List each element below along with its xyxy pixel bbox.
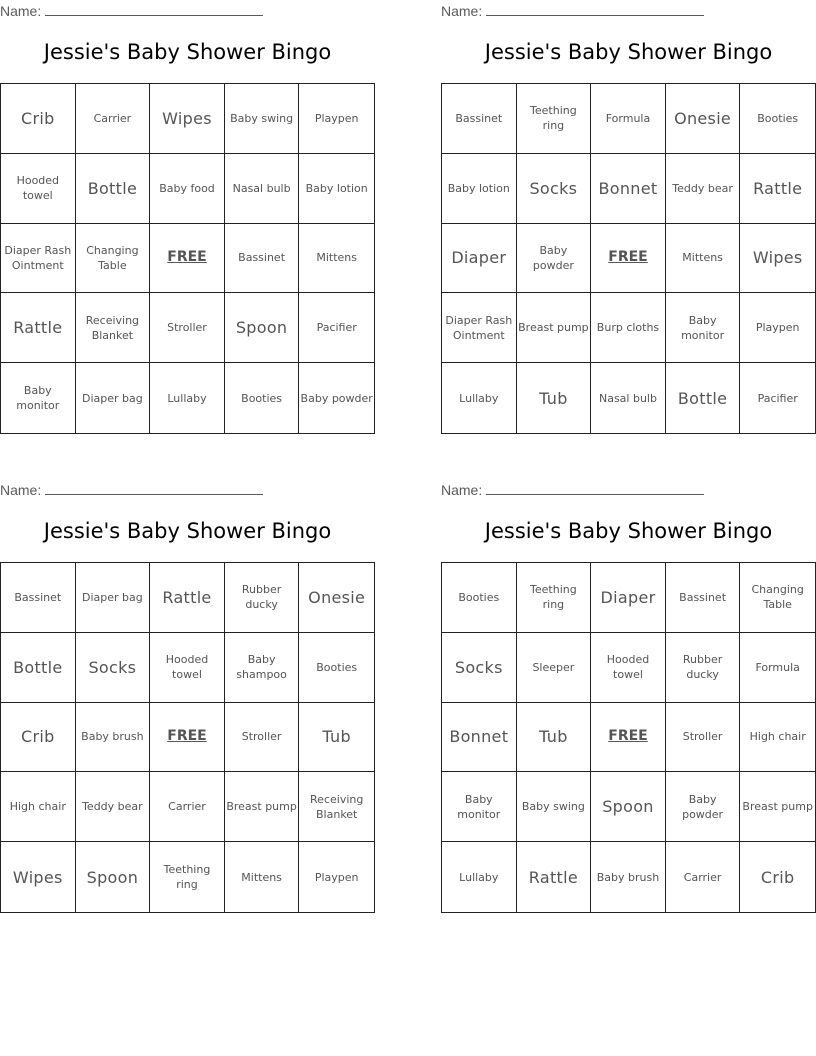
- bingo-cell[interactable]: Rubber ducky: [666, 633, 741, 703]
- bingo-cell[interactable]: Bonnet: [442, 703, 517, 773]
- bingo-cell[interactable]: Diaper bag: [76, 563, 151, 633]
- bingo-cell[interactable]: Spoon: [225, 293, 300, 363]
- bingo-grid: [441, 562, 816, 913]
- bingo-cell[interactable]: Spoon: [76, 842, 151, 912]
- bingo-cell[interactable]: Lullaby: [150, 363, 225, 433]
- bingo-cell[interactable]: Onesie: [666, 84, 741, 154]
- name-field[interactable]: [0, 3, 280, 19]
- bingo-cell[interactable]: Tub: [517, 363, 592, 433]
- bingo-cell[interactable]: Carrier: [76, 84, 151, 154]
- name-field[interactable]: [441, 482, 721, 498]
- bingo-cell[interactable]: Hooded towel: [1, 154, 76, 224]
- bingo-cell[interactable]: Sleeper: [517, 633, 592, 703]
- bingo-cell[interactable]: Changing Table: [76, 224, 151, 294]
- name-field[interactable]: [0, 482, 280, 498]
- name-underline[interactable]: [45, 3, 263, 16]
- bingo-cell[interactable]: Diaper bag: [76, 363, 151, 433]
- bingo-cell[interactable]: Breast pump: [517, 293, 592, 363]
- bingo-cell[interactable]: Stroller: [666, 703, 741, 773]
- bingo-cell[interactable]: Baby swing: [225, 84, 300, 154]
- free-space[interactable]: FREE: [591, 224, 666, 294]
- bingo-cell[interactable]: Bassinet: [666, 563, 741, 633]
- bingo-cell[interactable]: Teething ring: [517, 563, 592, 633]
- bingo-cell[interactable]: Baby lotion: [442, 154, 517, 224]
- bingo-cell[interactable]: Baby monitor: [666, 293, 741, 363]
- free-space[interactable]: FREE: [591, 703, 666, 773]
- bingo-cell[interactable]: Bottle: [76, 154, 151, 224]
- bingo-cell[interactable]: Playpen: [299, 84, 374, 154]
- bingo-cell[interactable]: Lullaby: [442, 842, 517, 912]
- free-space[interactable]: FREE: [150, 703, 225, 773]
- bingo-cell[interactable]: Diaper Rash Ointment: [442, 293, 517, 363]
- bingo-cell[interactable]: Carrier: [150, 772, 225, 842]
- bingo-cell[interactable]: Burp cloths: [591, 293, 666, 363]
- bingo-cell[interactable]: Teething ring: [517, 84, 592, 154]
- bingo-cell[interactable]: Tub: [299, 703, 374, 773]
- bingo-cell[interactable]: Socks: [442, 633, 517, 703]
- bingo-cell[interactable]: Booties: [442, 563, 517, 633]
- bingo-cell[interactable]: Stroller: [225, 703, 300, 773]
- bingo-cell[interactable]: Booties: [225, 363, 300, 433]
- bingo-cell[interactable]: Nasal bulb: [591, 363, 666, 433]
- free-space[interactable]: FREE: [150, 224, 225, 294]
- bingo-cell[interactable]: Tub: [517, 703, 592, 773]
- bingo-cell[interactable]: Playpen: [314, 870, 359, 884]
- bingo-cell[interactable]: Baby shampoo: [225, 633, 300, 703]
- bingo-cell[interactable]: Baby brush: [591, 842, 666, 912]
- bingo-cell[interactable]: Crib: [760, 867, 795, 887]
- bingo-cell[interactable]: Diaper Rash Ointment: [1, 224, 76, 294]
- bingo-cell[interactable]: Rattle: [1, 293, 76, 363]
- bingo-cell[interactable]: Bassinet: [442, 84, 517, 154]
- name-label: Name:: [0, 3, 42, 19]
- bingo-cell[interactable]: Teething ring: [150, 842, 225, 912]
- bingo-cell[interactable]: Wipes: [150, 84, 225, 154]
- bingo-cell[interactable]: Changing Table: [740, 563, 815, 633]
- bingo-cell[interactable]: Baby powder: [300, 391, 373, 405]
- name-label: Name:: [441, 3, 483, 19]
- bingo-cell[interactable]: Bonnet: [591, 154, 666, 224]
- bingo-cell[interactable]: High chair: [740, 703, 815, 773]
- bingo-cell[interactable]: Rubber ducky: [225, 563, 300, 633]
- name-underline[interactable]: [486, 3, 704, 16]
- card-title: Jessie's Baby Shower Bingo: [43, 519, 332, 543]
- bingo-cell[interactable]: Booties: [740, 84, 815, 154]
- bingo-cell[interactable]: Breast pump: [225, 772, 300, 842]
- bingo-cell[interactable]: Wipes: [740, 224, 815, 294]
- bingo-cell[interactable]: Formula: [591, 84, 666, 154]
- bingo-cell[interactable]: Socks: [517, 154, 592, 224]
- bingo-cell[interactable]: Receiving Blanket: [76, 293, 151, 363]
- bingo-cell[interactable]: Carrier: [666, 842, 741, 912]
- bingo-cell[interactable]: Rattle: [150, 563, 225, 633]
- bingo-cell[interactable]: Diaper: [591, 563, 666, 633]
- card-title: Jessie's Baby Shower Bingo: [484, 40, 773, 64]
- bingo-grid: [441, 83, 816, 434]
- bingo-cell[interactable]: Rattle: [740, 154, 815, 224]
- bingo-cell[interactable]: Wipes: [1, 842, 76, 912]
- bingo-cell[interactable]: Crib: [1, 703, 76, 773]
- bingo-cell[interactable]: Teddy bear: [666, 154, 741, 224]
- name-underline[interactable]: [486, 482, 704, 495]
- bingo-cell[interactable]: Receiving Blanket: [299, 772, 374, 842]
- bingo-cell[interactable]: Booties: [299, 633, 374, 703]
- bingo-cell[interactable]: Nasal bulb: [225, 154, 300, 224]
- bingo-cell[interactable]: Breast pump: [740, 772, 815, 842]
- bingo-cell[interactable]: Baby swing: [517, 772, 592, 842]
- bingo-cell[interactable]: Hooded towel: [591, 633, 666, 703]
- bingo-cell[interactable]: Pacifier: [757, 391, 798, 405]
- bingo-cell[interactable]: Baby monitor: [442, 772, 517, 842]
- bingo-cell[interactable]: Rattle: [517, 842, 592, 912]
- bingo-grid: [0, 562, 375, 913]
- bingo-cell[interactable]: Baby brush: [76, 703, 151, 773]
- bingo-cell[interactable]: Baby powder: [517, 224, 592, 294]
- bingo-cell[interactable]: Mittens: [225, 842, 300, 912]
- bingo-cell[interactable]: Mittens: [666, 224, 741, 294]
- name-label: Name:: [0, 482, 42, 498]
- bingo-cell[interactable]: Stroller: [150, 293, 225, 363]
- bingo-cell[interactable]: Onesie: [299, 563, 374, 633]
- bingo-cell[interactable]: Baby monitor: [1, 363, 76, 433]
- bingo-cell[interactable]: Playpen: [740, 293, 815, 363]
- card-title: Jessie's Baby Shower Bingo: [43, 40, 332, 64]
- bingo-cell[interactable]: Bottle: [1, 633, 76, 703]
- bingo-cell[interactable]: Bassinet: [1, 563, 76, 633]
- bingo-cell[interactable]: Hooded towel: [150, 633, 225, 703]
- bingo-cell[interactable]: Mittens: [299, 224, 374, 294]
- bingo-cell[interactable]: Diaper: [442, 224, 517, 294]
- bingo-cell[interactable]: Pacifier: [299, 293, 374, 363]
- bingo-cell[interactable]: Crib: [1, 84, 76, 154]
- bingo-cell[interactable]: Formula: [740, 633, 815, 703]
- bingo-cell[interactable]: Baby food: [150, 154, 225, 224]
- bingo-cell[interactable]: Bassinet: [225, 224, 300, 294]
- bingo-cell[interactable]: Socks: [76, 633, 151, 703]
- card-title: Jessie's Baby Shower Bingo: [484, 519, 773, 543]
- name-field[interactable]: [441, 3, 721, 19]
- bingo-cell[interactable]: Lullaby: [442, 363, 517, 433]
- bingo-cell[interactable]: Spoon: [591, 772, 666, 842]
- name-underline[interactable]: [45, 482, 263, 495]
- bingo-cell[interactable]: Bottle: [666, 363, 741, 433]
- bingo-cell[interactable]: High chair: [1, 772, 76, 842]
- bingo-cell[interactable]: Teddy bear: [76, 772, 151, 842]
- bingo-grid: [0, 83, 375, 434]
- bingo-cell[interactable]: Baby powder: [666, 772, 741, 842]
- bingo-cell[interactable]: Baby lotion: [299, 154, 374, 224]
- name-label: Name:: [441, 482, 483, 498]
